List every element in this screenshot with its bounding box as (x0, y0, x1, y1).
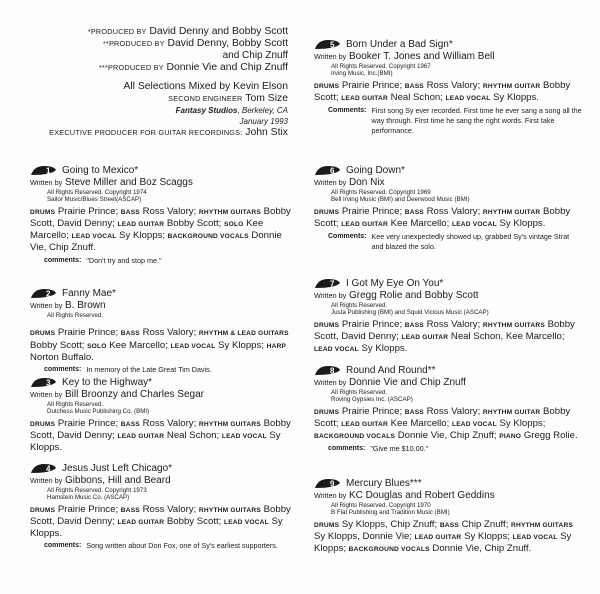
track-comment: Comments: Kee very unexpectedly showed up, grabbed Sy's vintage Strat and blazed the solo. (328, 232, 570, 252)
track-title: I Got My Eye On You* (346, 278, 444, 289)
track-number-badge-icon (314, 478, 341, 489)
musician-credits: DRUMS Prairie Prince; BASS Ross Valory; RHYTHM GUITAR Bobby Scott; LEAD GUITAR Neal Schon; LEAD VOCAL Sy Klopps. (314, 79, 571, 104)
track-1 (30, 164, 292, 266)
second-engineer: SECOND ENGINEER Tom Size (168, 93, 288, 104)
publisher-line: All Rights Reserved. Copyright 1974 (47, 189, 147, 196)
track-2 (30, 287, 292, 375)
track-8 (314, 364, 582, 454)
track-writers: Written by Bill Broonzy and Charles Segar (30, 389, 204, 400)
track-writers: Written by Donnie Vie and Chip Znuff (314, 377, 466, 388)
track-5 (314, 38, 582, 136)
svg-text:6: 6 (330, 166, 335, 176)
track-writers: Written by B. Brown (30, 300, 106, 311)
svg-text:5: 5 (330, 40, 335, 50)
svg-text:8: 8 (330, 366, 335, 376)
publisher-line: All Rights Reserved. (331, 389, 388, 396)
track-number-badge-icon (314, 278, 341, 289)
producer-line-2b: and Chip Znuff (222, 50, 288, 61)
publisher-line: All Rights Reserved. Copyright 1970 (331, 502, 431, 509)
musician-credits: DRUMS Prairie Prince; BASS Ross Valory; RHYTHM GUITAR Bobby Scott; LEAD GUITAR Kee Marcello; LEAD VOCAL Sy Klopps; BACKGROUND VOCALS Donnie Vie, Chip Znuff; PIANO Gregg Rolie. (314, 405, 578, 442)
track-comment: comments: "Give me $10.00." (328, 444, 429, 454)
track-title: Born Under a Bad Sign* (346, 39, 453, 50)
track-writers: Written by KC Douglas and Robert Geddins (314, 490, 495, 501)
publisher-line: Hamstein Music Co. (ASCAP) (47, 494, 130, 502)
track-title: Key to the Highway* (62, 377, 153, 388)
track-writers: Written by Steve Miller and Boz Scaggs (30, 177, 193, 188)
track-title: Jesus Just Left Chicago* (62, 463, 173, 474)
publisher-line: All Rights Reserved. (47, 312, 104, 319)
publisher-line: B Flat Publishing and Tradition Music (BMI) (331, 509, 450, 517)
publisher-line: Dutchess Music Publishing Co. (BMI) (47, 408, 150, 416)
track-comment: comments: In memory of the Late Great Tim Davis. (44, 365, 212, 375)
track-number-badge-icon (30, 463, 57, 474)
publisher-line: All Rights Reserved. Copyright 1969 (331, 189, 431, 196)
musician-credits: DRUMS Sy Klopps, Chip Znuff; BASS Chip Znuff; RHYTHM GUITARS Sy Klopps, Donnie Vie; LEAD GUITAR Sy Klopps; LEAD VOCAL Sy Klopps; BACKGROUND VOCALS Donnie Vie, Chip Znuff. (314, 518, 574, 555)
producer-line-2: **PRODUCED BY David Denny, Bobby Scott (102, 38, 288, 49)
publisher-line: All Rights Reserved. Copyright 1967 (331, 63, 431, 70)
track-comment: comments: "Don't try and stop me." (44, 255, 162, 265)
publisher-line: All Rights Reserved. (331, 302, 388, 309)
publisher-line: All Rights Reserved. (47, 401, 104, 408)
musician-credits: DRUMS Prairie Prince; BASS Ross Valory; RHYTHM GUITAR Bobby Scott; LEAD GUITAR Kee Marcello; LEAD VOCAL Sy Klopps. (314, 205, 571, 230)
track-number-badge-icon (314, 365, 341, 376)
musician-credits: DRUMS Prairie Prince; BASS Ross Valory; RHYTHM GUITARS Bobby Scott, David Denny; LEAD GUITAR Neal Schon, Kee Marcello; LEAD VOCAL Sy Klopps. (314, 318, 575, 355)
track-title: Mercury Blues*** (346, 478, 422, 489)
publisher-line: Justa Publishing (BMI) and Squid Vicious Music (ASCAP) (331, 309, 489, 317)
track-number-badge-icon (314, 39, 341, 50)
track-6 (314, 164, 582, 252)
studio: Fantasy Studios, Berkeley, CA (175, 106, 288, 115)
svg-text:2: 2 (46, 289, 51, 299)
track-4 (30, 462, 292, 551)
executive-producer: EXECUTIVE PRODUCER FOR GUITAR RECORDINGS: John Stix (49, 127, 288, 138)
musician-credits: DRUMS Prairie Prince; BASS Ross Valory; RHYTHM GUITARS Bobby Scott, David Denny; LEAD GUITAR Bobby Scott; SOLO Kee Marcello; LEAD VOCAL Sy Klopps; BACKGROUND VOCALS Donnie Vie, Chip Znuff. (30, 205, 291, 254)
musician-credits: DRUMS Prairie Prince; BASS Ross Valory; RHYTHM GUITARS Bobby Scott, David Denny; LEAD GUITAR Neal Schon; LEAD VOCAL Sy Klopps. (30, 417, 291, 454)
publisher-line: All Rights Reserved. Copyright 1973 (47, 487, 147, 494)
track-number-badge-icon (30, 165, 57, 176)
production-credits (30, 26, 288, 139)
track-number-badge-icon (30, 377, 57, 388)
svg-text:9: 9 (330, 479, 335, 489)
producer-line-3: ***PRODUCED BY Donnie Vie and Chip Znuff (98, 62, 288, 73)
publisher-line: Bell Irving Music (BMI) and Deerwood Music (BMI) (331, 196, 470, 204)
track-number-badge-icon (314, 165, 341, 176)
track-title: Going to Mexico* (62, 165, 139, 176)
track-title: Round And Round** (346, 365, 436, 376)
track-writers: Written by Gregg Rolie and Bobby Scott (314, 290, 479, 301)
track-title: Fanny Mae* (62, 288, 116, 299)
producer-line-1: *PRODUCED BY David Denny and Bobby Scott (87, 26, 288, 37)
track-9 (314, 477, 582, 555)
recording-date: January 1993 (239, 117, 288, 126)
publisher-line: Irving Music, Inc.(BMI) (331, 70, 393, 78)
track-writers: Written by Gibbons, Hill and Beard (30, 475, 171, 486)
track-writers: Written by Booker T. Jones and William Bell (314, 51, 495, 62)
publisher-line: Sailor Music/Blues Street(ASCAP) (47, 196, 142, 204)
track-comment: Comments: First song Sy ever recorded. First time he ever sang a song all the way through. First time he sang the right words. First take performance. (328, 106, 582, 136)
track-7 (314, 277, 582, 355)
svg-text:3: 3 (46, 378, 51, 388)
svg-text:7: 7 (330, 279, 335, 289)
publisher-line: Roving Gypsies Inc. (ASCAP) (331, 396, 413, 404)
mixed-by: All Selections Mixed by Kevin Elson (123, 81, 288, 92)
musician-credits: DRUMS Prairie Prince; BASS Ross Valory; RHYTHM & LEAD GUITARS Bobby Scott; SOLO Kee Marcello; LEAD VOCAL Sy Klopps; HARP Norton Buffalo. (30, 327, 289, 363)
track-title: Going Down* (346, 165, 405, 176)
musician-credits: DRUMS Prairie Prince; BASS Ross Valory; RHYTHM GUITARS Bobby Scott, David Denny; LEAD GUITAR Bobby Scott; LEAD VOCAL Sy Klopps. (30, 503, 291, 540)
track-3 (30, 376, 292, 453)
svg-text:1: 1 (46, 166, 51, 176)
svg-text:4: 4 (46, 464, 51, 474)
track-number-badge-icon (30, 288, 57, 299)
track-comment: comments: Song written about Don Fox, one of Sy's earliest supporters. (44, 541, 278, 551)
track-writers: Written by Don Nix (314, 177, 385, 188)
